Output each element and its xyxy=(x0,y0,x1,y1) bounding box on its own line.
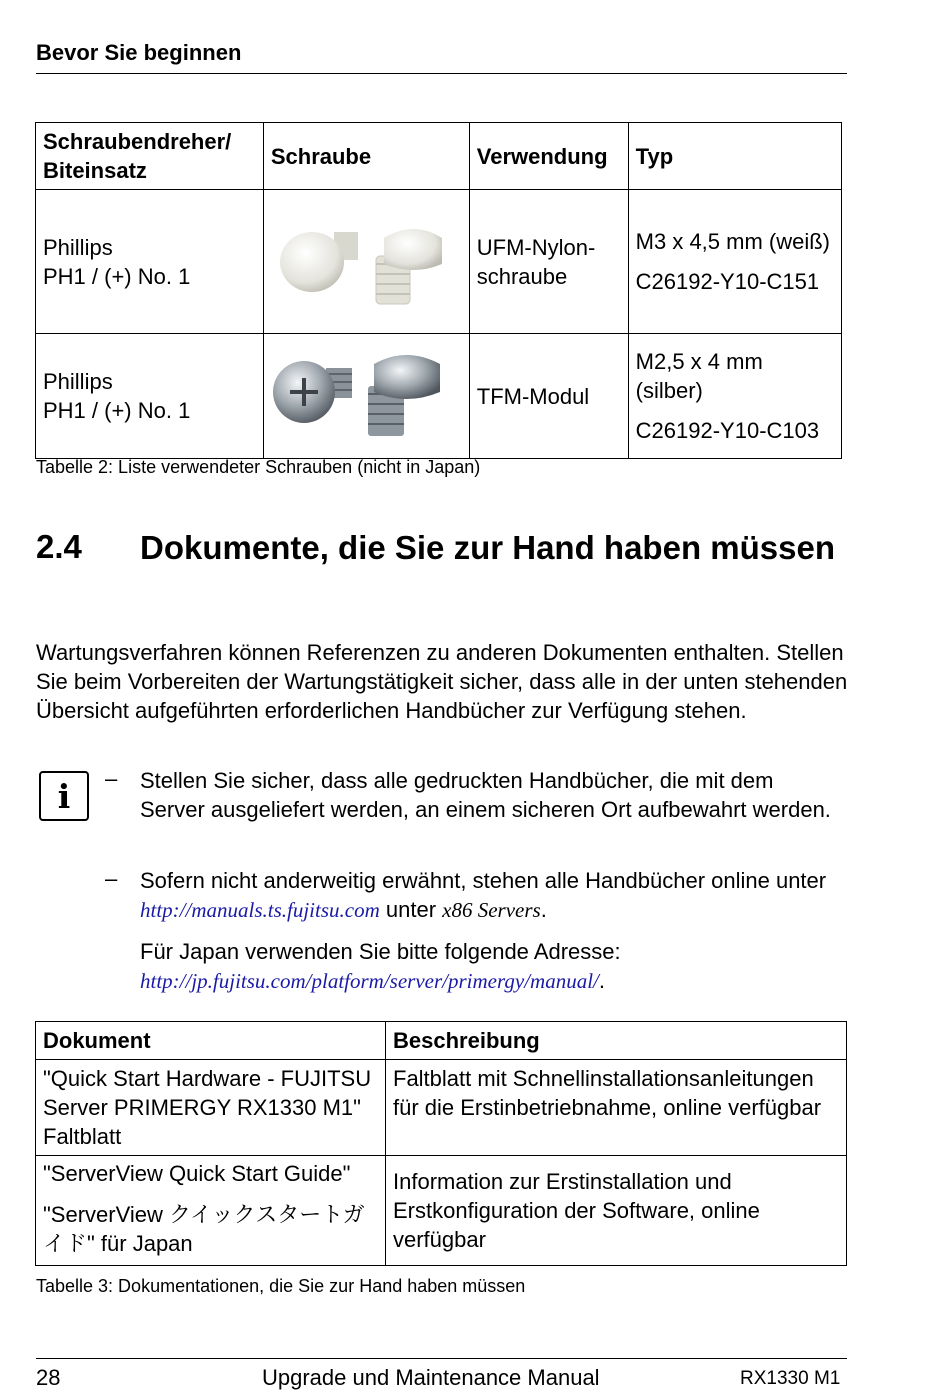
documents-table xyxy=(35,1021,847,1266)
screw-image-cell xyxy=(263,334,469,459)
section-title: Dokumente, die Sie zur Hand haben müssen xyxy=(140,529,835,566)
table-caption: Tabelle 2: Liste verwendeter Schrauben (nicht in Japan) xyxy=(36,457,481,477)
tool-cell xyxy=(36,190,264,334)
note-text: . xyxy=(540,897,547,922)
japan-text: Für Japan verwenden Sie bitte folgende Adresse: xyxy=(140,939,621,964)
type-cell xyxy=(628,334,841,459)
table-caption: Tabelle 3: Dokumentationen, die Sie zur Hand haben müssen xyxy=(36,1276,526,1296)
table-row xyxy=(36,190,842,334)
japan-manual-link[interactable]: http://jp.fujitsu.com/platform/server/primergy/manual/ xyxy=(140,969,599,993)
nylon-screw-image xyxy=(264,190,455,326)
nylon-screw-front xyxy=(280,232,358,292)
intro-paragraph: Wartungsverfahren können Referenzen zu anderen Dokumenten enthalten. Stellen Sie beim Vorbereiten der Wartungstätigkeit sicher, dass alle in der unten stehenden Übersicht aufgeführten erforderlichen Handbücher zur Verfügung stehen. xyxy=(36,640,848,723)
footer-rule xyxy=(36,1358,847,1359)
metal-screw-side xyxy=(368,355,440,436)
note-text: Sofern nicht anderweitig erwähnt, stehen alle Handbücher online unter xyxy=(140,868,827,893)
description-cell: Information zur Erstinstallation und Erstkonfiguration der Software, online verfügbar xyxy=(386,1156,847,1266)
model-name: RX1330 M1 xyxy=(740,1368,841,1389)
manuals-link[interactable]: http://manuals.ts.fujitsu.com xyxy=(140,898,380,922)
bullet-dash: – xyxy=(105,766,118,791)
screw-image-cell xyxy=(263,190,469,334)
note-item-1: Stellen Sie sicher, dass alle gedruckten Handbücher, die mit dem Server ausgeliefert werden, an einem sicheren Ort aufbewahrt werden. xyxy=(140,768,831,822)
header-cell: Beschreibung xyxy=(386,1022,847,1060)
table-header-row xyxy=(36,123,842,190)
header-rule xyxy=(36,73,847,74)
document-cell: "Quick Start Hardware - FUJITSU Server PRIMERGY RX1330 M1" Faltblatt xyxy=(36,1060,386,1156)
tool-name: Phillips xyxy=(43,369,113,394)
screws-table xyxy=(35,122,842,459)
metal-screw-front xyxy=(273,361,352,423)
part-number: C26192-Y10-C151 xyxy=(635,269,820,294)
tool-name: Phillips xyxy=(43,234,113,260)
section-number: 2.4 xyxy=(36,528,82,565)
x86-servers-label: x86 Servers xyxy=(442,898,541,922)
table-row xyxy=(36,334,842,459)
document-title: "ServerView クイックスタートガイド" für Japan xyxy=(43,1202,365,1256)
header-cell: Typ xyxy=(628,123,841,190)
document-cell xyxy=(36,1156,386,1266)
header-cell: Schraubendreher/ Biteinsatz xyxy=(36,123,264,190)
tool-size: PH1 / (+) No. 1 xyxy=(43,263,191,289)
table-row xyxy=(36,1156,847,1266)
info-icon: i xyxy=(39,771,89,821)
part-number: C26192-Y10-C103 xyxy=(635,418,820,443)
tool-cell xyxy=(36,334,264,459)
page-number: 28 xyxy=(36,1365,61,1390)
usage-cell: UFM-Nylon-schraube xyxy=(469,190,628,334)
type-spec: M3 x 4,5 mm (weiß) xyxy=(635,229,831,254)
table-header-row xyxy=(36,1022,847,1060)
description-cell: Faltblatt mit Schnellinstallationsanleitungen für die Erstinbetriebnahme, online verfügbar xyxy=(386,1060,847,1156)
header-cell: Verwendung xyxy=(469,123,628,190)
nylon-screw-side xyxy=(376,229,442,304)
tool-size: PH1 / (+) No. 1 xyxy=(43,398,191,423)
table-row xyxy=(36,1060,847,1156)
type-spec: M2,5 x 4 mm (silber) xyxy=(635,349,763,403)
header-cell: Dokument xyxy=(36,1022,386,1060)
metal-screw-image xyxy=(264,334,455,451)
manual-title: Upgrade und Maintenance Manual xyxy=(262,1365,600,1390)
note-item-2 xyxy=(140,866,840,925)
note-text: . xyxy=(598,968,605,993)
japan-note xyxy=(140,937,840,996)
header-cell: Schraube xyxy=(263,123,469,190)
type-cell xyxy=(628,190,841,334)
bullet-dash: – xyxy=(105,866,118,891)
document-title: "ServerView Quick Start Guide" xyxy=(43,1161,351,1186)
running-header: Bevor Sie beginnen xyxy=(36,40,242,65)
note-text: unter xyxy=(379,897,443,922)
usage-cell: TFM-Modul xyxy=(469,334,628,459)
